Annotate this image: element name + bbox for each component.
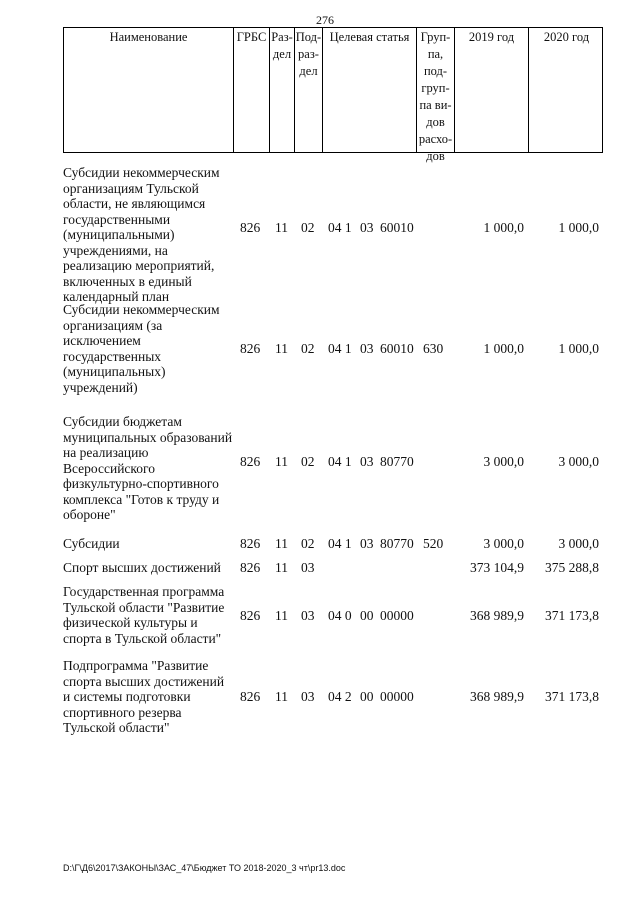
header-razdel: Раз- дел <box>270 28 295 152</box>
row-razdel: 11 <box>275 560 288 575</box>
row-2019: 368 989,9 <box>470 689 524 704</box>
row-cs1: 04 2 <box>328 689 352 704</box>
row-podrazdel: 03 <box>301 560 315 575</box>
row-razdel: 11 <box>275 220 288 235</box>
row-2020: 1 000,0 <box>558 341 599 356</box>
row-grbs: 826 <box>240 454 261 469</box>
row-2019: 3 000,0 <box>483 454 524 469</box>
row-2019: 373 104,9 <box>470 560 524 575</box>
row-cs3: 80770 <box>380 454 414 469</box>
row-grbs: 826 <box>240 689 261 704</box>
row-podrazdel: 03 <box>301 689 315 704</box>
row-2020: 1 000,0 <box>558 220 599 235</box>
row-cs3: 60010 <box>380 341 414 356</box>
row-cs1: 04 1 <box>328 220 352 235</box>
row-name: Субсидии некоммерческим организациям (за исключением государственных (муниципальных) учреждений) <box>63 302 220 395</box>
file-path-footer: D:\Г\Д6\2017\ЗАКОНЫ\ЗАС_47\Бюджет ТО 2018-2020_3 чт\pr13.doc <box>63 863 346 873</box>
row-2019: 3 000,0 <box>483 536 524 551</box>
table-header <box>63 27 603 163</box>
row-razdel: 11 <box>275 689 288 704</box>
row-2020: 3 000,0 <box>558 454 599 469</box>
row-podrazdel: 02 <box>301 536 315 551</box>
row-2020: 375 288,8 <box>545 560 599 575</box>
header-gruppa: Груп- па, под- груп- па ви- дов расхо- дов <box>417 28 455 152</box>
row-cs1: 04 0 <box>328 608 352 623</box>
row-podrazdel: 02 <box>301 454 315 469</box>
row-2019: 368 989,9 <box>470 608 524 623</box>
header-podrazdel: Под- раз- дел <box>295 28 323 152</box>
row-cs2: 00 <box>360 689 374 704</box>
header-tselevaya: Целевая статья <box>323 28 417 152</box>
row-name: Субсидии <box>63 536 120 551</box>
row-gruppa: 520 <box>423 536 444 551</box>
row-2020: 3 000,0 <box>558 536 599 551</box>
row-gruppa: 630 <box>423 341 444 356</box>
row-2020: 371 173,8 <box>545 689 599 704</box>
row-grbs: 826 <box>240 220 261 235</box>
row-grbs: 826 <box>240 560 261 575</box>
row-cs3: 00000 <box>380 608 414 623</box>
row-cs2: 03 <box>360 454 374 469</box>
row-cs2: 03 <box>360 536 374 551</box>
row-name: Субсидии некоммерческим организациям Тульской области, не являющимся государственными (муниципальными) учреждениями, на реализацию мероприятий, включенных в единый календарный план <box>63 165 220 304</box>
row-cs1: 04 1 <box>328 454 352 469</box>
row-grbs: 826 <box>240 608 261 623</box>
header-2020: 2020 год <box>543 30 590 44</box>
row-2020: 371 173,8 <box>545 608 599 623</box>
row-cs2: 00 <box>360 608 374 623</box>
row-name: Субсидии бюджетам муниципальных образований на реализацию Всероссийского физкультурно-спортивного комплекса "Готов к труду и обороне" <box>63 414 233 522</box>
header-name: Наименование <box>64 28 234 152</box>
row-name: Подпрограмма "Развитие спорта высших достижений и системы подготовки спортивного резерва Тульской области" <box>63 658 225 735</box>
row-cs3: 00000 <box>380 689 414 704</box>
header-grbs: ГРБС <box>234 28 270 152</box>
row-podrazdel: 02 <box>301 220 315 235</box>
row-razdel: 11 <box>275 454 288 469</box>
row-2019: 1 000,0 <box>483 220 524 235</box>
row-razdel: 11 <box>275 341 288 356</box>
row-cs1: 04 1 <box>328 536 352 551</box>
row-grbs: 826 <box>240 536 261 551</box>
row-podrazdel: 02 <box>301 341 315 356</box>
row-cs2: 03 <box>360 341 374 356</box>
row-razdel: 11 <box>275 536 288 551</box>
row-name: Спорт высших достижений <box>63 560 221 575</box>
page-number: 276 <box>316 13 334 27</box>
row-razdel: 11 <box>275 608 288 623</box>
row-cs2: 03 <box>360 220 374 235</box>
header-2019: 2019 год <box>455 28 529 152</box>
row-grbs: 826 <box>240 341 261 356</box>
row-name: Государственная программа Тульской области "Развитие физической культуры и спорта в Тульской области" <box>63 584 225 646</box>
row-podrazdel: 03 <box>301 608 315 623</box>
row-2019: 1 000,0 <box>483 341 524 356</box>
row-cs1: 04 1 <box>328 341 352 356</box>
row-cs3: 80770 <box>380 536 414 551</box>
row-cs3: 60010 <box>380 220 414 235</box>
